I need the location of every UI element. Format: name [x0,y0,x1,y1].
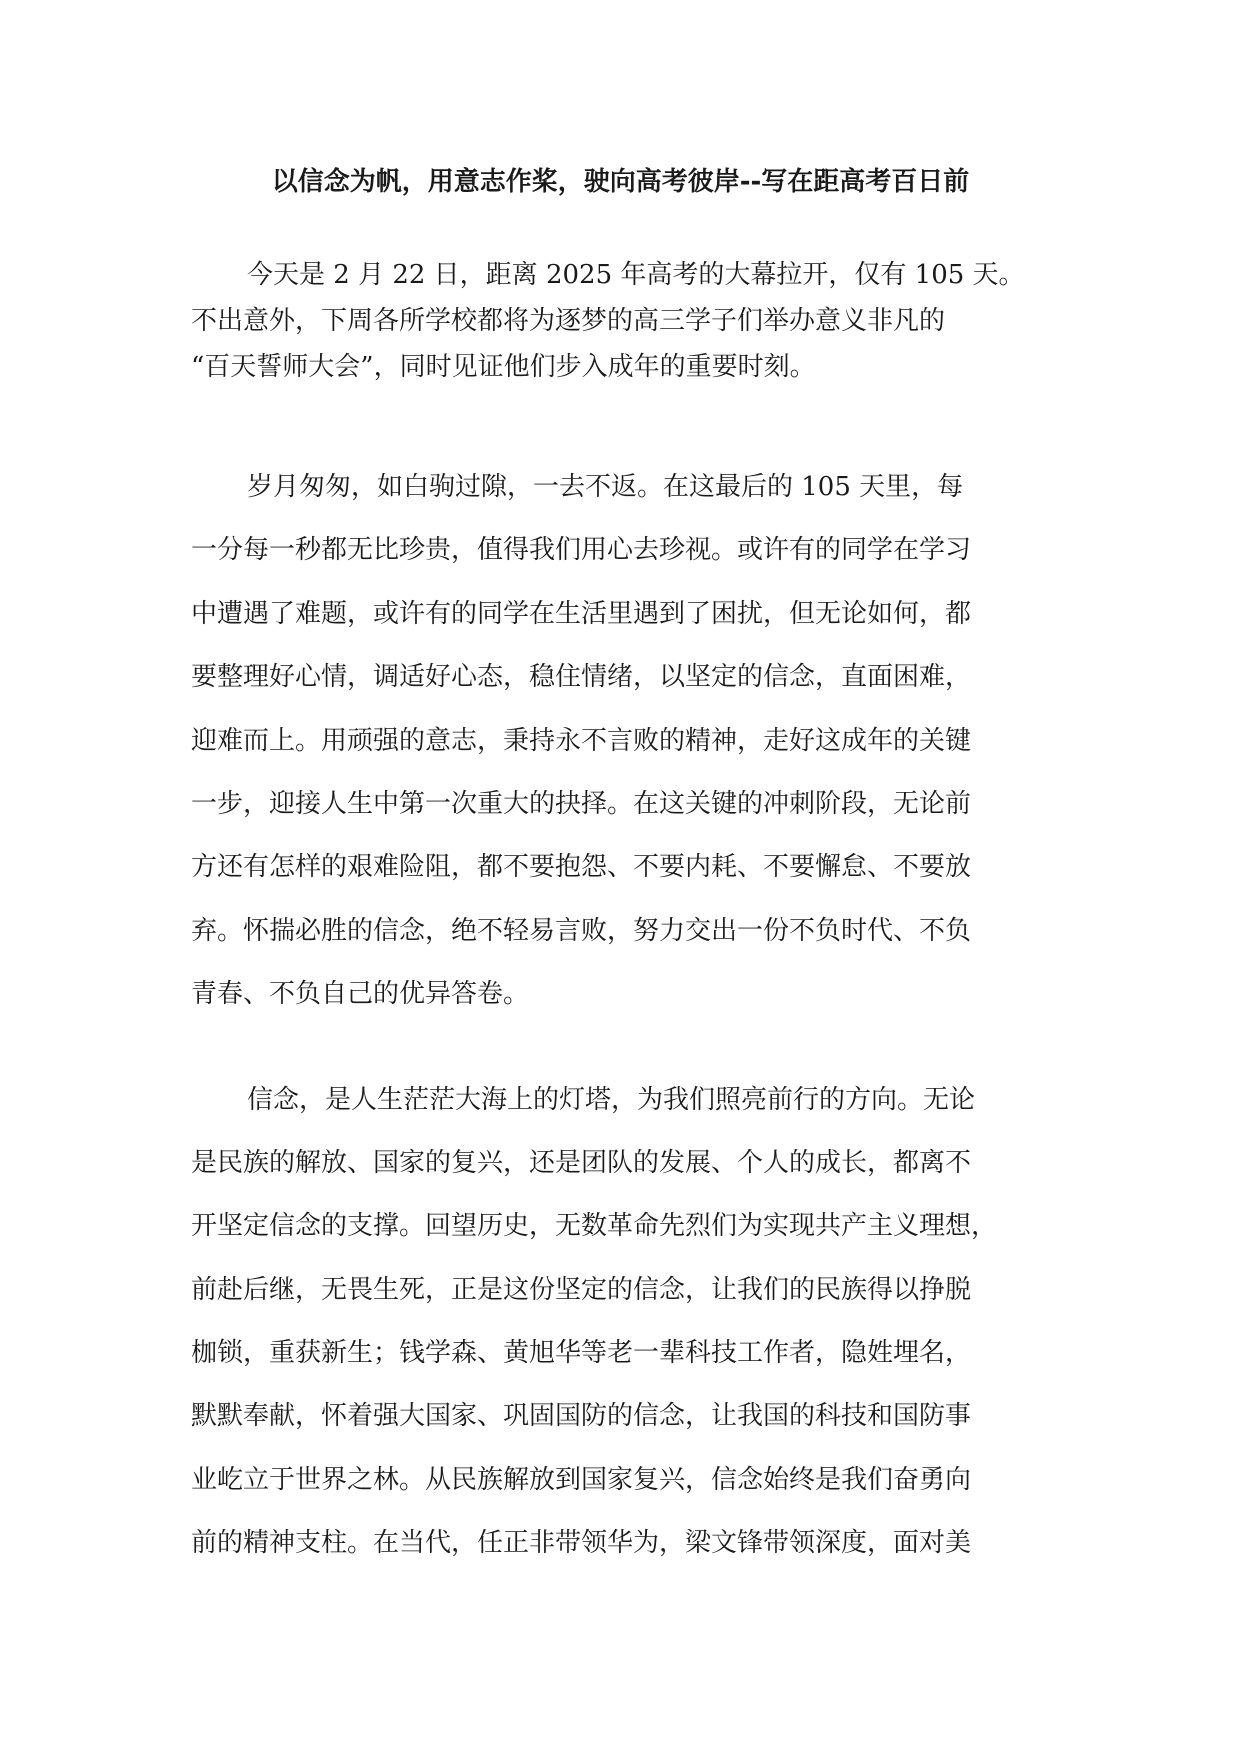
paragraph-3 [191,1069,1056,1576]
paragraph-line: 不出意外，下周各所学校都将为逐梦的高三学子们举办意义非凡的 [191,306,946,336]
paragraph-line: 一步，迎接人生中第一次重大的抉择。在这关键的冲刺阶段，无论前 [191,788,972,819]
paragraph-line: 岁月匆匆，如白驹过隙，一去不返。在这最后的 105 天里，每 [247,472,964,502]
paragraph-spacer [191,390,1056,456]
paragraph-line: 青春、不负自己的优异答卷。 [191,979,530,1010]
paragraph-line: 业屹立于世界之林。从民族解放到国家复兴，信念始终是我们奋勇向 [191,1464,972,1495]
paragraph-line: “百天誓师大会”，同时见证他们步入成年的重要时刻。 [191,352,816,382]
paragraph-line: 前赴后继，无畏生死，正是这份坚定的信念，让我们的民族得以挣脱 [191,1274,972,1305]
paragraph-1 [191,252,1056,390]
document-body [191,252,1056,1576]
paragraph-line: 一分每一秒都无比珍贵，值得我们用心去珍视。或许有的同学在学习 [191,535,972,566]
paragraph-line: 信念，是人生茫茫大海上的灯塔，为我们照亮前行的方向。无论 [247,1084,976,1115]
paragraph-line: 枷锁，重获新生；钱学森、黄旭华等老一辈科技工作者，隐姓埋名， [191,1338,972,1369]
paragraph-spacer [191,1027,1056,1069]
paragraph-line: 中遭遇了难题，或许有的同学在生活里遇到了困扰，但无论如何，都 [191,598,972,629]
paragraph-line: 弃。怀揣必胜的信念，绝不轻易言败，努力交出一份不负时代、不负 [191,915,972,946]
paragraph-line: 开坚定信念的支撑。回望历史，无数革命先烈们为实现共产主义理想， [191,1211,998,1242]
paragraph-line: 是民族的解放、国家的复兴，还是团队的发展、个人的成长，都离不 [191,1147,972,1178]
paragraph-line: 今天是 2 月 22 日，距离 2025 年高考的大幕拉开，仅有 105 天。 [247,260,1025,290]
paragraph-line: 方还有怎样的艰难险阻，都不要抱怨、不要内耗、不要懈怠、不要放 [191,852,972,883]
paragraph-2 [191,456,1056,1027]
paragraph-line: 默默奉献，怀着强大国家、巩固国防的信念，让我国的科技和国防事 [191,1401,972,1432]
paragraph-line: 迎难而上。用顽强的意志，秉持永不言败的精神，走好这成年的关键 [191,725,972,756]
paragraph-line: 要整理好心情，调适好心态，稳住情绪，以坚定的信念，直面困难， [191,662,972,693]
document-title: 以信念为帆，用意志作桨，驶向高考彼岸--写在距高考百日前 [271,167,970,197]
paragraph-line: 前的精神支柱。在当代，任正非带领华为，梁文锋带领深度，面对美 [191,1528,972,1559]
